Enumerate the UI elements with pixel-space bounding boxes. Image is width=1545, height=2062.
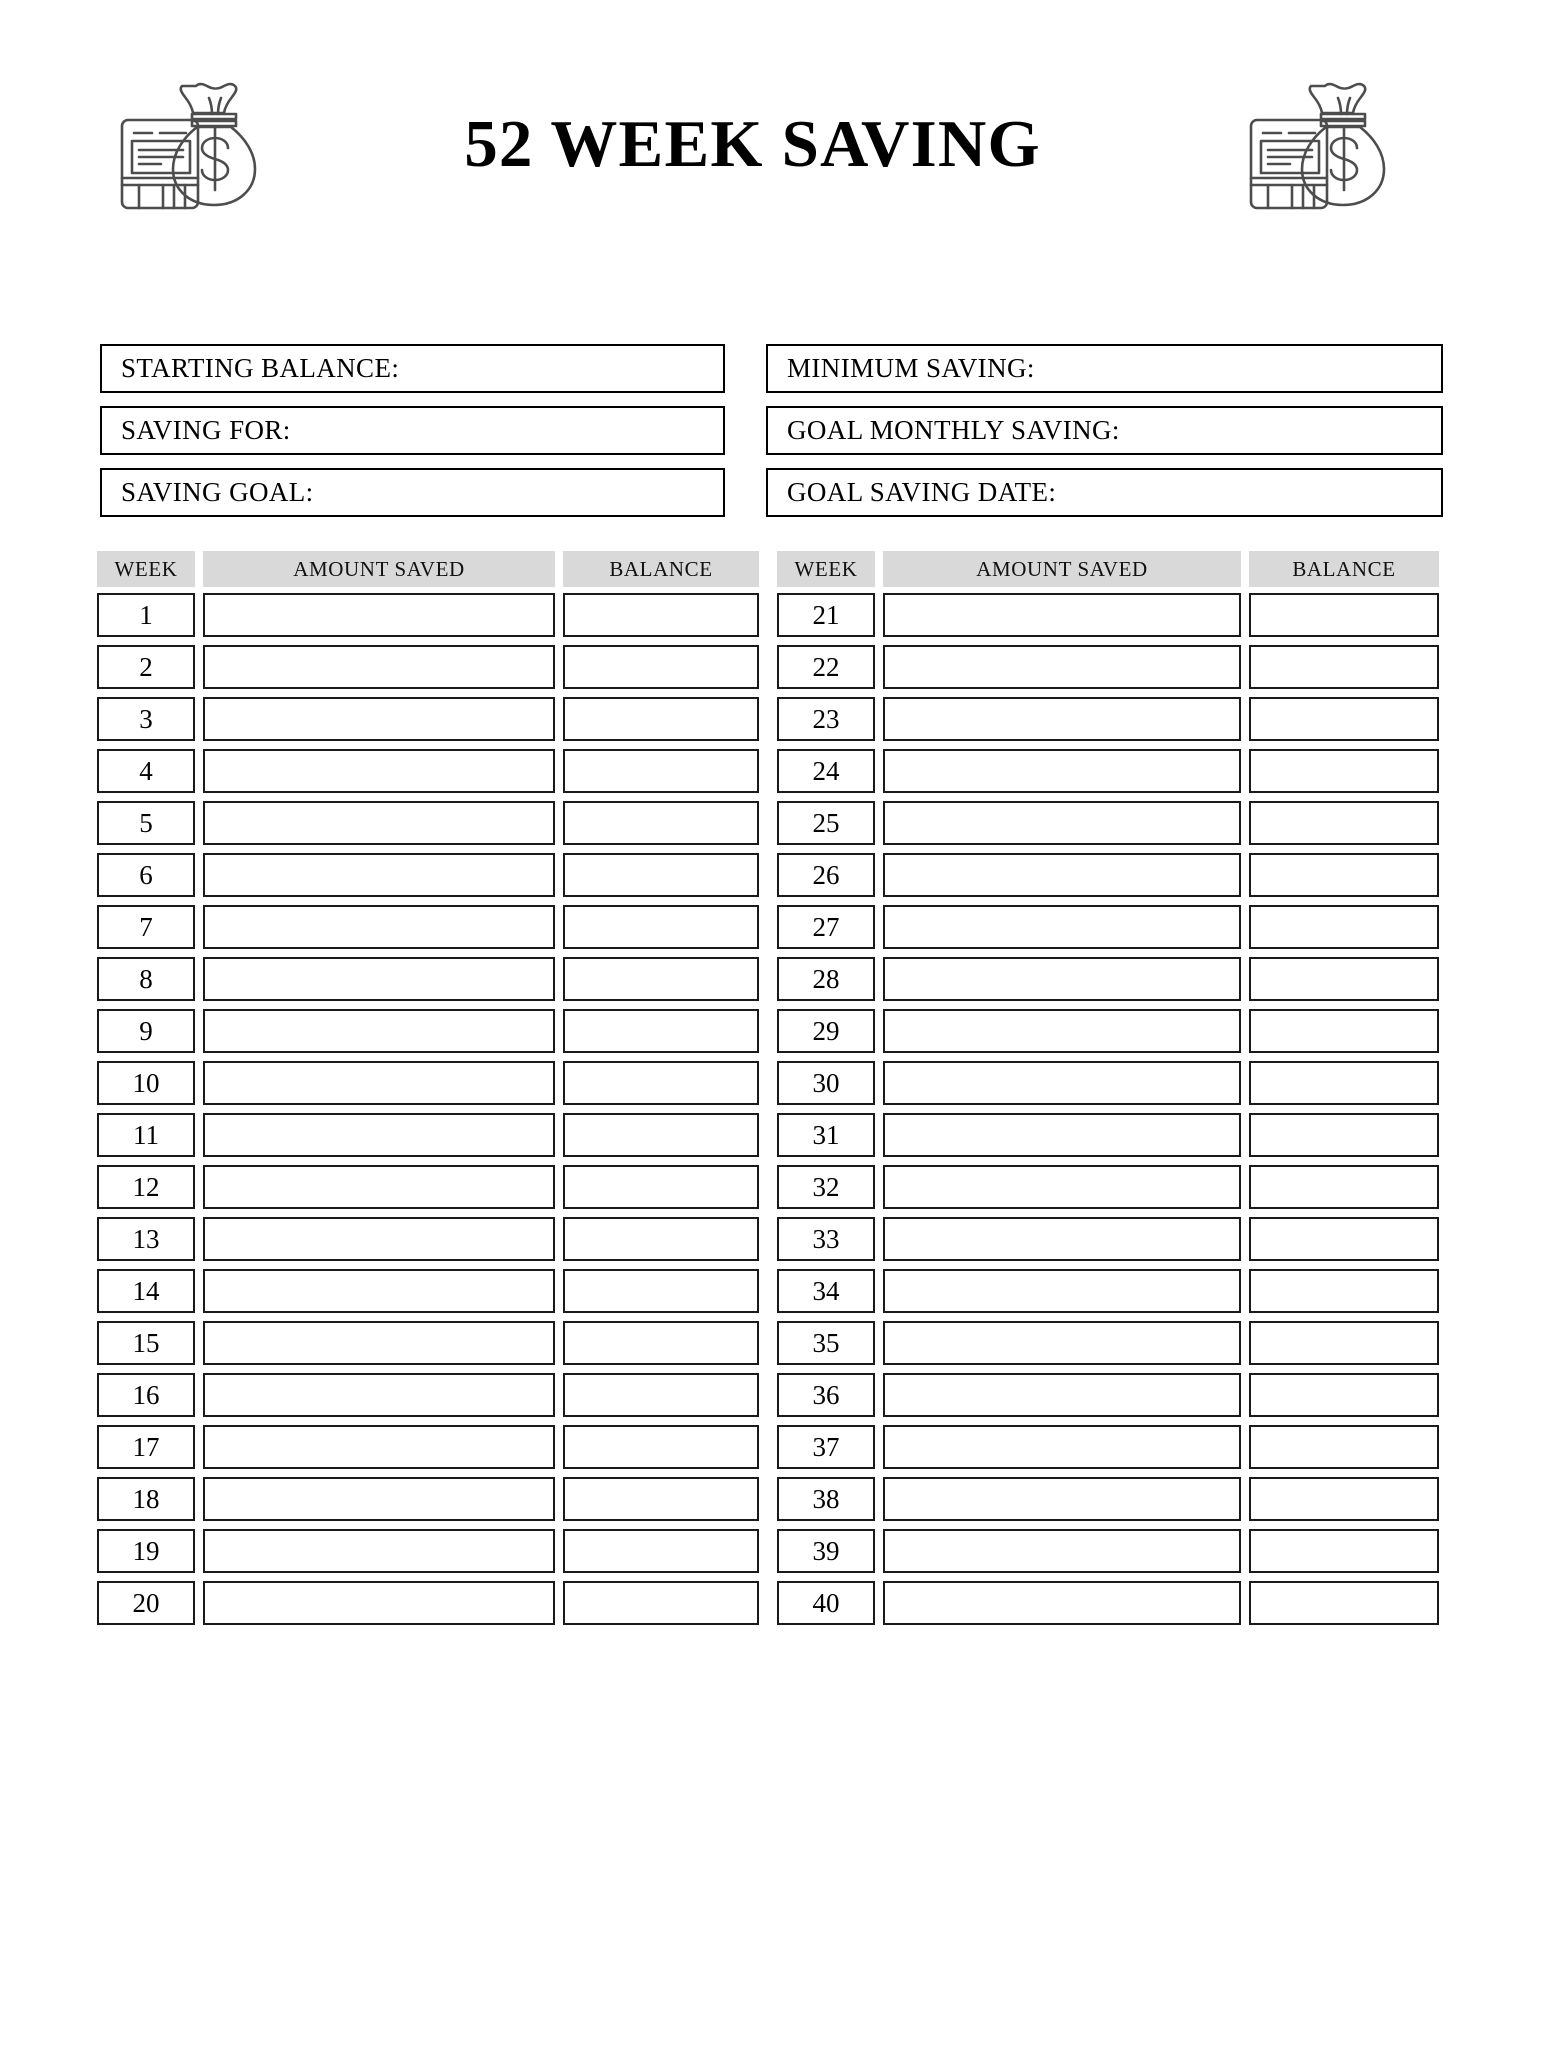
balance-input[interactable] <box>1249 593 1439 637</box>
table-row <box>97 1425 759 1469</box>
balance-input[interactable] <box>1249 1321 1439 1365</box>
table-row <box>97 1113 759 1157</box>
week-number-cell: 32 <box>777 1165 875 1209</box>
week-number-cell: 10 <box>97 1061 195 1105</box>
week-number-cell: 29 <box>777 1009 875 1053</box>
balance-input[interactable] <box>1249 905 1439 949</box>
balance-input[interactable] <box>1249 853 1439 897</box>
week-number-cell: 7 <box>97 905 195 949</box>
balance-input[interactable] <box>1249 1373 1439 1417</box>
table-row <box>777 1009 1439 1053</box>
amount-saved-input[interactable] <box>883 1477 1241 1521</box>
amount-saved-input[interactable] <box>203 1113 555 1157</box>
field-label: SAVING FOR: <box>121 415 291 445</box>
amount-saved-input[interactable] <box>203 1165 555 1209</box>
amount-saved-input[interactable] <box>883 1321 1241 1365</box>
table-header-row <box>777 551 1439 587</box>
week-number-cell: 38 <box>777 1477 875 1521</box>
column-header-balance: BALANCE <box>563 551 759 587</box>
balance-input[interactable] <box>563 645 759 689</box>
amount-saved-input[interactable] <box>203 697 555 741</box>
balance-input[interactable] <box>1249 1477 1439 1521</box>
info-fields <box>100 344 1443 517</box>
table-row <box>97 1477 759 1521</box>
amount-saved-input[interactable] <box>883 1581 1241 1625</box>
amount-saved-input[interactable] <box>883 645 1241 689</box>
table-row <box>777 1529 1439 1573</box>
table-row <box>777 1165 1439 1209</box>
table-row <box>777 1113 1439 1157</box>
amount-saved-input[interactable] <box>883 1529 1241 1573</box>
balance-input[interactable] <box>563 1217 759 1261</box>
table-row <box>777 1321 1439 1365</box>
amount-saved-input[interactable] <box>883 1373 1241 1417</box>
balance-input[interactable] <box>563 1165 759 1209</box>
amount-saved-input[interactable] <box>883 1009 1241 1053</box>
week-number-cell: 8 <box>97 957 195 1001</box>
week-number-cell: 18 <box>97 1477 195 1521</box>
week-number-cell: 40 <box>777 1581 875 1625</box>
field-saving-goal[interactable] <box>100 468 725 517</box>
week-number-cell: 12 <box>97 1165 195 1209</box>
balance-input[interactable] <box>563 1581 759 1625</box>
amount-saved-input[interactable] <box>203 1009 555 1053</box>
table-row <box>97 853 759 897</box>
table-row <box>97 1321 759 1365</box>
amount-saved-input[interactable] <box>883 1425 1241 1469</box>
table-row <box>97 905 759 949</box>
money-bag-cash-icon <box>108 72 268 222</box>
page-header <box>0 62 1545 232</box>
field-label: MINIMUM SAVING: <box>787 353 1035 383</box>
table-row <box>777 1269 1439 1313</box>
amount-saved-input[interactable] <box>203 1477 555 1521</box>
week-number-cell: 21 <box>777 593 875 637</box>
amount-saved-input[interactable] <box>203 905 555 949</box>
field-label: GOAL SAVING DATE: <box>787 477 1057 507</box>
table-row <box>97 1581 759 1625</box>
week-number-cell: 37 <box>777 1425 875 1469</box>
balance-input[interactable] <box>563 1373 759 1417</box>
balance-input[interactable] <box>563 1529 759 1573</box>
amount-saved-input[interactable] <box>883 697 1241 741</box>
table-row <box>777 1581 1439 1625</box>
week-number-cell: 36 <box>777 1373 875 1417</box>
balance-input[interactable] <box>1249 1581 1439 1625</box>
balance-input[interactable] <box>1249 645 1439 689</box>
amount-saved-input[interactable] <box>883 853 1241 897</box>
balance-input[interactable] <box>563 1269 759 1313</box>
table-row <box>97 1061 759 1105</box>
balance-input[interactable] <box>1249 1217 1439 1261</box>
balance-input[interactable] <box>563 801 759 845</box>
amount-saved-input[interactable] <box>203 749 555 793</box>
amount-saved-input[interactable] <box>203 1269 555 1313</box>
week-number-cell: 16 <box>97 1373 195 1417</box>
amount-saved-input[interactable] <box>883 1113 1241 1157</box>
amount-saved-input[interactable] <box>203 957 555 1001</box>
table-row <box>97 593 759 637</box>
week-number-cell: 4 <box>97 749 195 793</box>
week-number-cell: 14 <box>97 1269 195 1313</box>
field-goal-monthly-saving[interactable] <box>766 406 1443 455</box>
week-number-cell: 25 <box>777 801 875 845</box>
saving-tables <box>97 551 1439 1633</box>
balance-input[interactable] <box>563 853 759 897</box>
table-row <box>777 905 1439 949</box>
field-label: GOAL MONTHLY SAVING: <box>787 415 1120 445</box>
balance-input[interactable] <box>1249 1165 1439 1209</box>
amount-saved-input[interactable] <box>203 853 555 897</box>
table-row <box>777 1425 1439 1469</box>
amount-saved-input[interactable] <box>203 593 555 637</box>
amount-saved-input[interactable] <box>883 905 1241 949</box>
week-number-cell: 17 <box>97 1425 195 1469</box>
amount-saved-input[interactable] <box>203 1373 555 1417</box>
week-number-cell: 19 <box>97 1529 195 1573</box>
column-header-amount-saved: AMOUNT SAVED <box>883 551 1241 587</box>
balance-input[interactable] <box>563 1113 759 1157</box>
worksheet-page <box>0 62 1545 2062</box>
table-body <box>777 593 1439 1633</box>
week-number-cell: 5 <box>97 801 195 845</box>
week-number-cell: 9 <box>97 1009 195 1053</box>
balance-input[interactable] <box>1249 749 1439 793</box>
balance-input[interactable] <box>563 1425 759 1469</box>
week-number-cell: 35 <box>777 1321 875 1365</box>
table-row <box>97 697 759 741</box>
week-number-cell: 22 <box>777 645 875 689</box>
week-number-cell: 31 <box>777 1113 875 1157</box>
field-starting-balance[interactable] <box>100 344 725 393</box>
balance-input[interactable] <box>563 697 759 741</box>
table-row <box>97 1529 759 1573</box>
field-label: STARTING BALANCE: <box>121 353 400 383</box>
balance-input[interactable] <box>1249 1061 1439 1105</box>
column-header-balance: BALANCE <box>1249 551 1439 587</box>
balance-input[interactable] <box>563 749 759 793</box>
amount-saved-input[interactable] <box>883 1061 1241 1105</box>
week-number-cell: 20 <box>97 1581 195 1625</box>
amount-saved-input[interactable] <box>203 801 555 845</box>
amount-saved-input[interactable] <box>203 1321 555 1365</box>
amount-saved-input[interactable] <box>883 1165 1241 1209</box>
balance-input[interactable] <box>563 1321 759 1365</box>
balance-input[interactable] <box>1249 697 1439 741</box>
table-header-row <box>97 551 759 587</box>
week-number-cell: 34 <box>777 1269 875 1313</box>
week-number-cell: 27 <box>777 905 875 949</box>
table-row <box>777 801 1439 845</box>
balance-input[interactable] <box>563 957 759 1001</box>
money-bag-cash-icon <box>1237 72 1397 222</box>
week-number-cell: 33 <box>777 1217 875 1261</box>
table-row <box>97 1009 759 1053</box>
week-number-cell: 26 <box>777 853 875 897</box>
column-header-week: WEEK <box>97 551 195 587</box>
table-row <box>97 1373 759 1417</box>
field-label: SAVING GOAL: <box>121 477 314 507</box>
week-number-cell: 11 <box>97 1113 195 1157</box>
week-number-cell: 13 <box>97 1217 195 1261</box>
table-row <box>777 1217 1439 1261</box>
column-header-week: WEEK <box>777 551 875 587</box>
amount-saved-input[interactable] <box>203 1529 555 1573</box>
table-row <box>777 957 1439 1001</box>
table-row <box>777 645 1439 689</box>
week-number-cell: 6 <box>97 853 195 897</box>
week-number-cell: 39 <box>777 1529 875 1573</box>
table-row <box>97 1217 759 1261</box>
week-number-cell: 30 <box>777 1061 875 1105</box>
amount-saved-input[interactable] <box>883 749 1241 793</box>
field-minimum-saving[interactable] <box>766 344 1443 393</box>
table-row <box>777 1373 1439 1417</box>
table-row <box>777 1061 1439 1105</box>
field-goal-saving-date[interactable] <box>766 468 1443 517</box>
table-row <box>97 1165 759 1209</box>
table-row <box>777 853 1439 897</box>
amount-saved-input[interactable] <box>883 801 1241 845</box>
week-number-cell: 3 <box>97 697 195 741</box>
amount-saved-input[interactable] <box>203 1425 555 1469</box>
balance-input[interactable] <box>563 1061 759 1105</box>
balance-input[interactable] <box>1249 957 1439 1001</box>
week-number-cell: 15 <box>97 1321 195 1365</box>
balance-input[interactable] <box>1249 1009 1439 1053</box>
amount-saved-input[interactable] <box>883 1269 1241 1313</box>
amount-saved-input[interactable] <box>203 645 555 689</box>
table-row <box>777 697 1439 741</box>
week-number-cell: 2 <box>97 645 195 689</box>
amount-saved-input[interactable] <box>883 593 1241 637</box>
amount-saved-input[interactable] <box>883 957 1241 1001</box>
savings-table-weeks-1-20 <box>97 551 759 1633</box>
amount-saved-input[interactable] <box>203 1061 555 1105</box>
table-row <box>97 801 759 845</box>
balance-input[interactable] <box>1249 1269 1439 1313</box>
balance-input[interactable] <box>563 1477 759 1521</box>
table-row <box>777 593 1439 637</box>
amount-saved-input[interactable] <box>203 1217 555 1261</box>
table-body <box>97 593 759 1633</box>
table-row <box>777 1477 1439 1521</box>
amount-saved-input[interactable] <box>883 1217 1241 1261</box>
table-row <box>97 749 759 793</box>
column-header-amount-saved: AMOUNT SAVED <box>203 551 555 587</box>
balance-input[interactable] <box>1249 801 1439 845</box>
balance-input[interactable] <box>563 905 759 949</box>
page-title: 52 WEEK SAVING <box>464 106 1041 181</box>
savings-table-weeks-21-40 <box>777 551 1439 1633</box>
week-number-cell: 24 <box>777 749 875 793</box>
table-row <box>777 749 1439 793</box>
table-row <box>97 645 759 689</box>
amount-saved-input[interactable] <box>203 1581 555 1625</box>
balance-input[interactable] <box>1249 1113 1439 1157</box>
table-row <box>97 1269 759 1313</box>
balance-input[interactable] <box>563 593 759 637</box>
week-number-cell: 23 <box>777 697 875 741</box>
week-number-cell: 28 <box>777 957 875 1001</box>
table-row <box>97 957 759 1001</box>
balance-input[interactable] <box>563 1009 759 1053</box>
title-wrap <box>268 106 1237 184</box>
week-number-cell: 1 <box>97 593 195 637</box>
balance-input[interactable] <box>1249 1529 1439 1573</box>
balance-input[interactable] <box>1249 1425 1439 1469</box>
field-saving-for[interactable] <box>100 406 725 455</box>
